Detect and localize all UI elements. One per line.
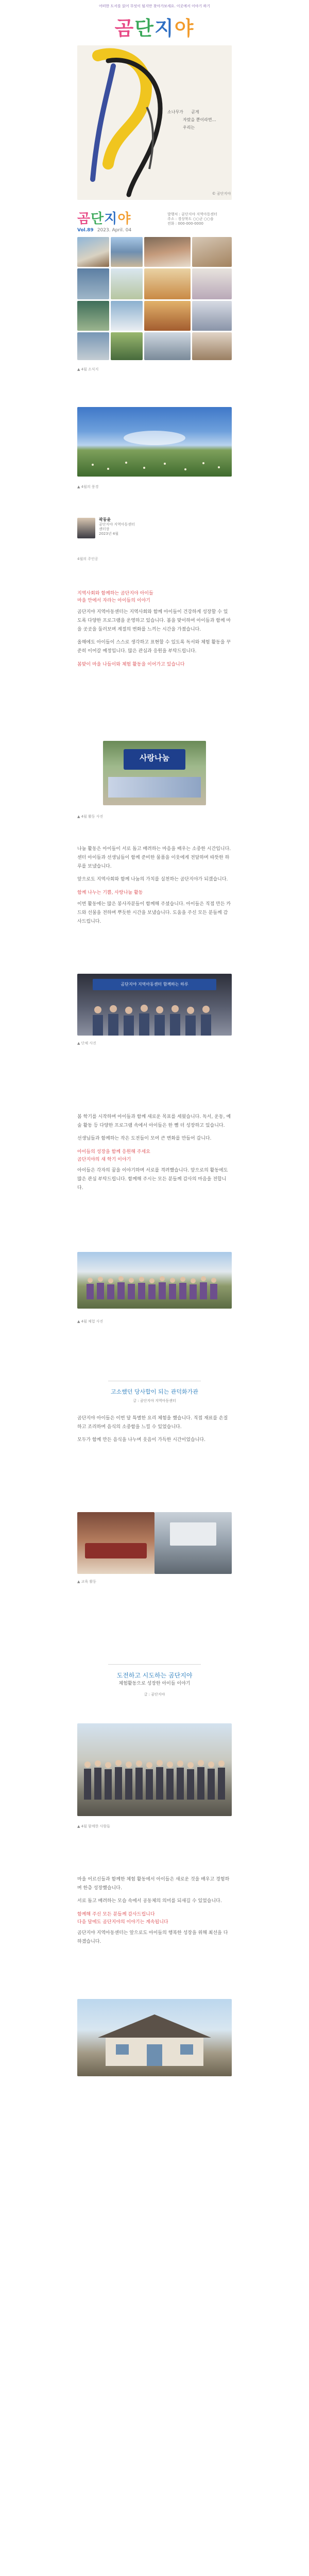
- paragraph: 올해에도 아이들이 스스로 생각하고 표현할 수 있도록 독서와 체험 활동을 꾸준히 이어갈 예정입니다. 많은 관심과 응원을 부탁드립니다.: [77, 640, 231, 654]
- masthead-logo: [77, 208, 131, 227]
- section2-heading: 함께 나누는 기쁨, 사랑나눔 활동: [77, 890, 143, 896]
- section3-heading-line: 곰단지야의 새 학기 이야기: [77, 1157, 131, 1162]
- sign-banner-text: 사랑나눔: [140, 753, 169, 762]
- room-photo-right: [154, 1512, 232, 1574]
- profile-photo: [77, 518, 95, 538]
- grid-photo: [192, 237, 232, 267]
- section4-byline: 글 : 곰단지야 지역아동센터: [133, 1399, 176, 1403]
- group-photo-banner-text: 곰단지야 지역아동센터 함께하는 하루: [121, 982, 188, 987]
- group-photo: [77, 974, 232, 1036]
- grid-photo: [144, 332, 191, 360]
- profile-line: 센터장: [99, 527, 110, 532]
- masthead-logo-char-2: 단: [91, 211, 105, 227]
- cover-line-3: 자랐을 뿐이라면…: [183, 117, 216, 123]
- outdoor-group-photo: [77, 1252, 232, 1309]
- grid-photo: [192, 301, 232, 331]
- grid-photo: [192, 268, 232, 299]
- cover-line-4: 우리는: [183, 125, 195, 130]
- paragraph: 이번 활동에는 많은 봉사자분들이 함께해 주셨습니다. 아이들은 직접 만든 카드와 선물을 전하며 뿌듯한 시간을 보냈습니다. 도움을 주신 모든 분들께 감사드립니다.: [77, 901, 231, 924]
- paragraph: 곰단지야 지역아동센터는 지역사회와 함께 아이들이 건강하게 성장할 수 있도록 다양한 프로그램을 운영하고 있습니다. 봄을 맞이하여 아이들과 함께 마을 곳곳을 둘러보며 계절의 변화를 느끼는 시간을 가졌습니다.: [77, 609, 231, 633]
- grid-photo: [144, 237, 191, 267]
- paragraph: 서로 돕고 배려하는 모습 속에서 공동체의 의미를 되새길 수 있었습니다.: [77, 1899, 222, 1904]
- masthead-info: [167, 212, 239, 226]
- section3-heading-line: 아이들의 성장을 함께 응원해 주세요: [77, 1149, 150, 1155]
- profile-line: 2023년 4월: [99, 532, 119, 536]
- section5-heading-line: 다음 달에도 곰단지야의 이야기는 계속됩니다: [77, 1919, 168, 1925]
- paragraph: 곰단지야 아이들은 이번 달 특별한 요리 체험을 했습니다. 직접 재료를 손질하고 조리하며 음식의 소중함을 느낄 수 있었습니다.: [77, 1416, 228, 1430]
- grid-photo: [111, 237, 143, 267]
- cover-line-2: 곧게: [191, 110, 199, 114]
- cover-intro-text: [167, 108, 224, 132]
- group-photo-caption: ▲ 단체 사진: [77, 1041, 96, 1045]
- section1-heading: [77, 590, 232, 605]
- cover-credit: © 곰단지야: [212, 192, 231, 196]
- section1-heading-line: 마을 안에서 자라는 아이들의 이야기: [77, 598, 150, 604]
- section5-title-line: 도전하고 시도하는 곰단지야: [116, 1672, 193, 1679]
- sign-caption: ▲ 4월 활동 사진: [77, 815, 104, 819]
- section3-body: [77, 1113, 232, 1193]
- paragraph: 나눔 활동은 아이들이 서로 돕고 배려하는 마음을 배우는 소중한 시간입니다. 센터 아이들과 선생님들이 함께 준비한 물품을 이웃에게 전달하며 따뜻한 하루를 보냈습니다.: [77, 846, 231, 870]
- grid-caption: ▲ 4월 소식지: [77, 367, 99, 371]
- outdoor-group-caption: ▲ 4월 체험 사진: [77, 1319, 104, 1324]
- masthead-logo-char-3: 지: [104, 211, 118, 227]
- profile-line: 곰단지야 지역아동센터: [99, 522, 135, 527]
- header-logo: [0, 12, 309, 41]
- paragraph: 봄 학기를 시작하며 아이들과 함께 새로운 목표를 세웠습니다. 독서, 운동, 예술 활동 등 다양한 프로그램 속에서 아이들은 한 뼘 더 성장하고 있습니다.: [77, 1114, 231, 1129]
- section5-heading-line: 함께해 주신 모든 분들께 감사드립니다: [77, 1912, 155, 1918]
- logo-char-2: 단: [134, 17, 154, 40]
- profile-caption: 4월의 주인공: [77, 557, 98, 561]
- grid-photo: [77, 301, 109, 331]
- grid-photo: [144, 268, 191, 299]
- big-group-photo: [77, 1723, 232, 1816]
- big-group-caption: ▲ 4월 함께한 사람들: [77, 1824, 110, 1828]
- section4-title: 고소했던 당사합이 되는 관덕화가관: [111, 1388, 198, 1395]
- masthead-info-line: 전화 : 000-000-0000: [167, 222, 203, 226]
- logo-char-4: 야: [174, 17, 195, 40]
- masthead-info-line: 주소 : 경상북도 ○○군 ○○읍: [167, 217, 214, 222]
- issue-number: Vol.89: [77, 228, 94, 233]
- paragraph: 마을 어르신들과 함께한 체험 활동에서 아이들은 새로운 것을 배우고 경험하며 한층 성장했습니다.: [77, 1877, 230, 1891]
- issue-date: 2023. April. 04: [97, 228, 132, 233]
- paragraph: 선생님들과 함께하는 작은 도전들이 모여 큰 변화를 만들어 갑니다.: [77, 1136, 212, 1142]
- paragraph: 아이들은 각자의 꿈을 이야기하며 서로를 격려했습니다. 앞으로의 활동에도 많은 관심 부탁드립니다. 함께해 주시는 모든 분들께 감사의 마음을 전합니다.: [77, 1168, 228, 1191]
- sign-banner-photo: [103, 741, 206, 805]
- section2-body: [77, 845, 232, 926]
- section1-subheading: 봄맞이 마을 나들이와 체험 활동을 이어가고 있습니다: [77, 662, 185, 668]
- grid-photo: [111, 332, 143, 360]
- building-photo: [77, 1999, 232, 2076]
- section5-title: [77, 1671, 232, 1686]
- section1-body: [77, 608, 232, 669]
- landscape-photo: [77, 407, 232, 477]
- section5-byline: 글 : 곰단지야: [144, 1692, 165, 1697]
- masthead-logo-char-1: 곰: [77, 211, 91, 227]
- masthead-issue: [77, 228, 131, 233]
- paragraph: 곰단지야 지역아동센터는 앞으로도 아이들의 행복한 성장을 위해 최선을 다하겠습니다.: [77, 1930, 228, 1945]
- grid-photo: [77, 332, 109, 360]
- masthead-logo-char-4: 야: [117, 211, 131, 227]
- paragraph: 모두가 함께 만든 음식을 나누며 웃음이 가득한 시간이었습니다.: [77, 1437, 205, 1443]
- section5-body: [77, 1875, 232, 1946]
- grid-photo: [144, 301, 191, 331]
- paragraph: 앞으로도 지역사회와 함께 나눔의 가치를 실천하는 곰단지야가 되겠습니다.: [77, 877, 228, 883]
- grid-photo: [77, 268, 109, 299]
- section4-body: [77, 1414, 232, 1445]
- room-caption: ▲ 교육 활동: [77, 1580, 96, 1584]
- masthead-info-line: 발행처 : 곰단지야 지역아동센터: [167, 212, 217, 216]
- divider: [108, 1664, 201, 1665]
- profile-name: 곽동윤: [99, 517, 111, 522]
- grid-photo: [111, 268, 143, 299]
- section5-title-line: 체험활동으로 성장한 아이들 이야기: [118, 1681, 191, 1686]
- section1-heading-line: 지역사회와 함께하는 곰단지야 아이들: [77, 591, 153, 596]
- room-photo-left: [77, 1512, 154, 1574]
- grid-photo: [192, 332, 232, 360]
- profile-block: [99, 517, 161, 536]
- cover-line-1: 소나무가: [167, 110, 183, 114]
- header-tagline: 어떠한 도서를 읽어 무엇이 될지만 찾아가보세요. 이곳에서 이야기 하기: [98, 4, 211, 8]
- grid-photo: [77, 237, 109, 267]
- grid-photo: [111, 301, 143, 331]
- landscape-caption: ▲ 4월의 풍경: [77, 485, 99, 489]
- logo-char-1: 곰: [114, 17, 135, 40]
- logo-char-3: 지: [154, 17, 175, 40]
